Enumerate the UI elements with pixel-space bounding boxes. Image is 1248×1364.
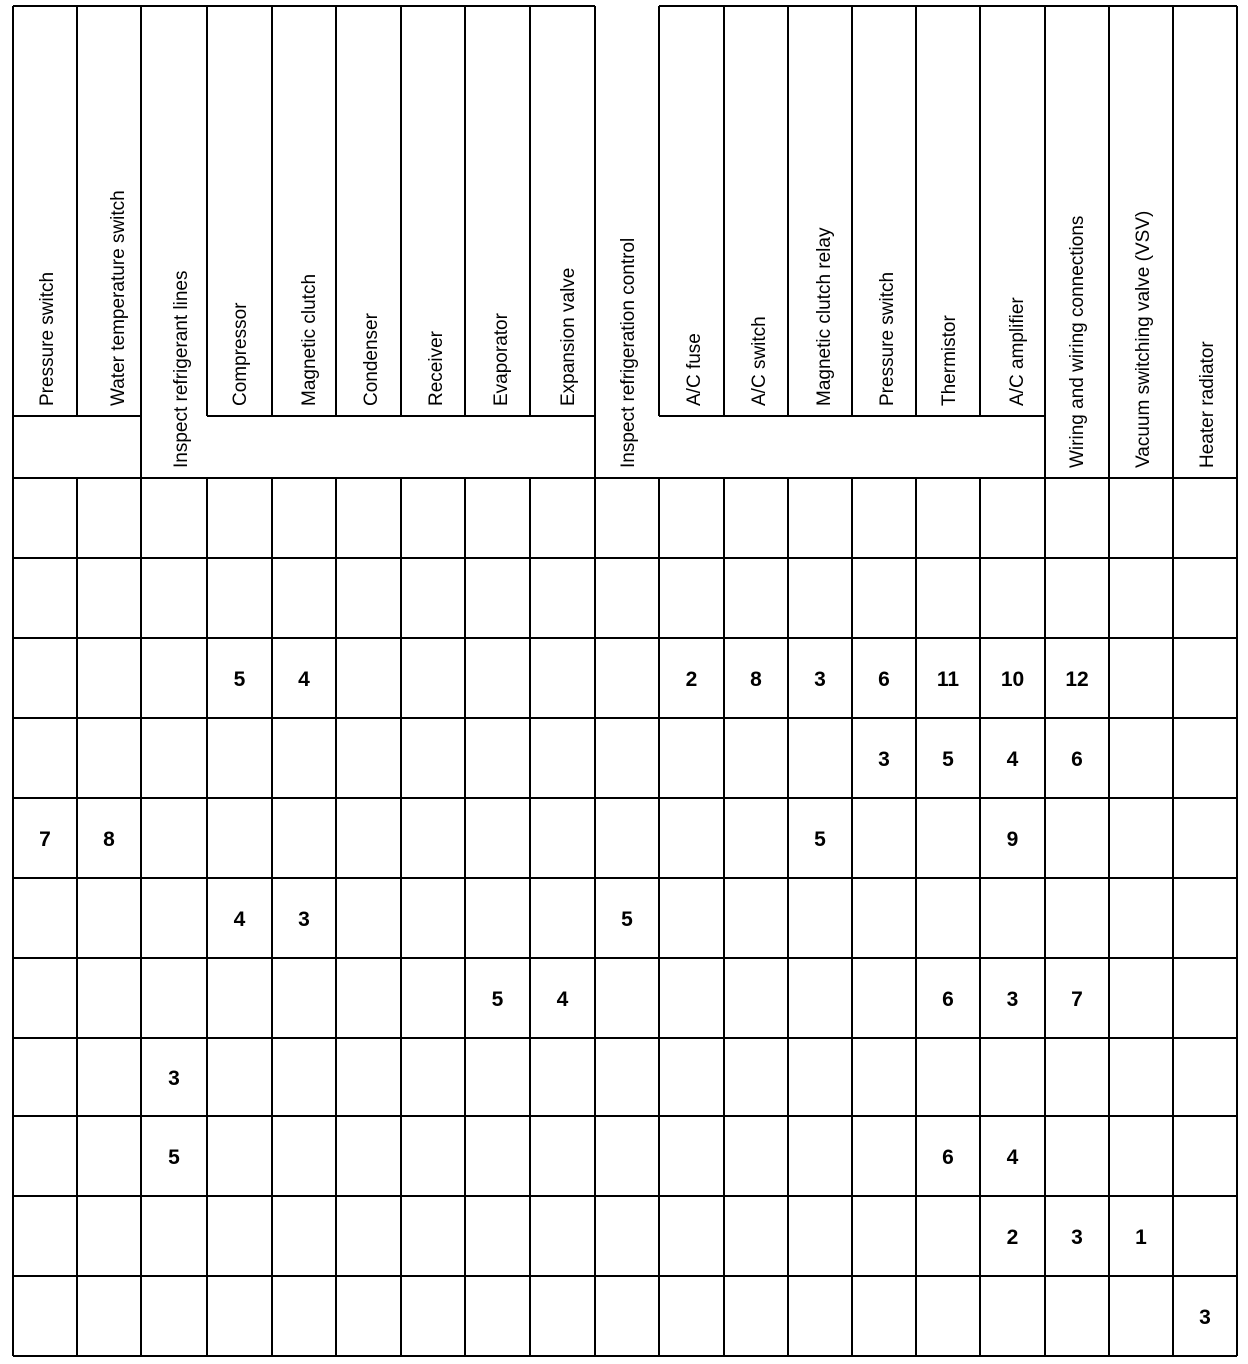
cell-value: 7 [1071,988,1083,1011]
cell-value: 3 [1199,1306,1211,1329]
column-header-5: Magnetic clutch [299,273,320,406]
cell-value: 3 [298,908,310,931]
column-header-13: Magnetic clutch relay [814,227,835,406]
column-header-12: A/C switch [749,316,770,406]
column-header-7: Receiver [426,331,447,406]
cell-value: 5 [168,1146,180,1169]
cell-value: 6 [1071,748,1083,771]
cell-value: 2 [685,668,698,691]
cell-value: 7 [39,828,51,851]
cell-value: 8 [103,828,115,851]
cell-value: 10 [1000,668,1025,691]
cell-value: 3 [1071,1226,1083,1249]
cell-value: 12 [1065,668,1089,691]
cell-value: 2 [1006,1226,1019,1249]
column-header-4: Compressor [230,302,251,406]
cell-value: 5 [491,988,504,1011]
cell-value: 6 [942,1146,954,1169]
column-header-3: Inspect refrigerant lines [171,270,192,468]
cell-value: 8 [750,668,762,691]
cell-value: 3 [814,668,826,691]
cell-value: 5 [814,828,826,851]
column-header-10: Inspect refrigeration control [618,237,639,468]
grid-lines [13,6,1237,1356]
cell-value: 4 [233,908,246,931]
cell-value: 6 [878,668,890,691]
cell-value: 11 [936,668,960,691]
cell-value: 5 [621,908,633,931]
cell-value: 4 [556,988,569,1011]
column-header-11: A/C fuse [684,333,705,406]
column-header-6: Condenser [361,313,382,406]
column-header-8: Evaporator [491,313,512,406]
column-headers [37,190,1218,468]
table-cells [39,668,1211,1329]
column-header-1: Pressure switch [37,271,58,406]
column-header-2: Water temperature switch [108,190,129,406]
cell-value: 5 [942,748,954,771]
column-header-14: Pressure switch [877,271,898,406]
cell-value: 5 [233,668,246,691]
column-header-17: Wiring and wiring connections [1067,215,1088,468]
cell-value: 3 [1006,988,1019,1011]
cell-value: 4 [1006,1146,1019,1169]
cell-value: 4 [1006,748,1019,771]
column-header-15: Thermistor [939,315,960,406]
cell-value: 1 [1135,1226,1147,1249]
column-header-16: A/C amplifier [1007,297,1028,406]
column-header-9: Expansion valve [558,267,579,406]
column-header-18: Vacuum switching valve (VSV) [1133,210,1154,468]
cell-value: 3 [878,748,890,771]
cell-value: 9 [1006,828,1019,851]
cell-value: 4 [298,668,310,691]
cell-value: 6 [942,988,954,1011]
cell-value: 3 [168,1067,180,1090]
column-header-19: Heater radiator [1197,341,1218,468]
